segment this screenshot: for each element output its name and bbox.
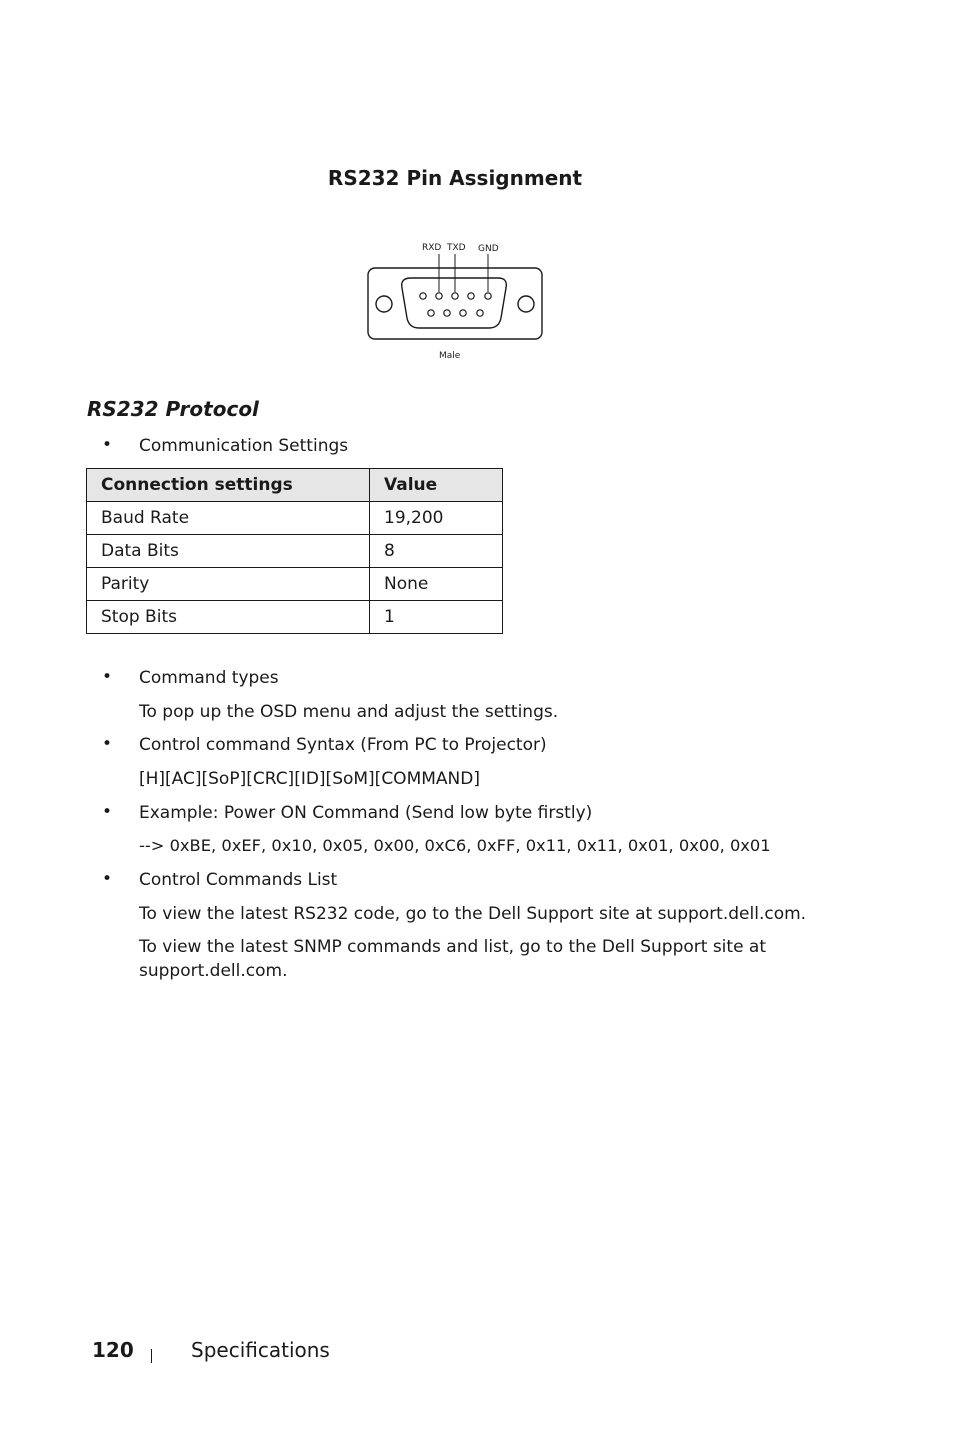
table-cell-setting: Stop Bits [87, 601, 370, 634]
bullet-dot: • [102, 802, 113, 822]
bullet-example: Example: Power ON Command (Send low byte firstly) [139, 803, 593, 823]
pin-label-gnd: GND [478, 244, 499, 254]
table-cell-value: 8 [370, 535, 503, 568]
pin-2 [436, 293, 442, 299]
pin-label-txd: TXD [447, 243, 466, 253]
bullet-dot: • [102, 435, 113, 455]
mounting-hole-left [376, 296, 392, 312]
table-row [87, 568, 503, 601]
table-row [87, 502, 503, 535]
pin-6 [428, 310, 434, 316]
footer-divider [151, 1349, 152, 1363]
table-cell-setting: Data Bits [87, 535, 370, 568]
connector-caption: Male [439, 351, 461, 361]
page-number: 120 [92, 1338, 134, 1362]
snmp-commands-note: To view the latest SNMP commands and list, go to the Dell Support site at support.dell.com. [139, 937, 767, 981]
connector-d-shell [402, 278, 507, 328]
pin-5 [485, 293, 491, 299]
table-cell-setting: Baud Rate [87, 502, 370, 535]
pin-8 [460, 310, 466, 316]
table-cell-value: 19,200 [370, 502, 503, 535]
table-cell-value: 1 [370, 601, 503, 634]
pin-1 [420, 293, 426, 299]
command-types-description: To pop up the OSD menu and adjust the settings. [139, 702, 559, 722]
bullet-command-types: Command types [139, 668, 279, 688]
page-title: RS232 Pin Assignment [327, 166, 583, 190]
rs232-code-note: To view the latest RS232 code, go to the Dell Support site at support.dell.com. [139, 904, 807, 924]
protocol-heading: RS232 Protocol [87, 397, 259, 421]
bullet-control-commands-list: Control Commands List [139, 870, 338, 890]
table-header-value: Value [370, 469, 503, 502]
table-header-setting: Connection settings [87, 469, 370, 502]
table-row [87, 535, 503, 568]
table-cell-value: None [370, 568, 503, 601]
footer-section-label: Specifications [191, 1338, 330, 1362]
bullet-command-syntax: Control command Syntax (From PC to Projector) [139, 735, 547, 755]
bullet-dot: • [102, 734, 113, 754]
pin-9 [477, 310, 483, 316]
pin-label-rxd: RXD [422, 243, 442, 253]
mounting-hole-right [518, 296, 534, 312]
bullet-dot: • [102, 869, 113, 889]
table-header-row [87, 469, 503, 502]
bullet-dot: • [102, 667, 113, 687]
db9-connector-diagram [362, 236, 548, 366]
pin-7 [444, 310, 450, 316]
connection-settings-table [86, 468, 503, 634]
table-cell-setting: Parity [87, 568, 370, 601]
example-command-bytes: --> 0xBE, 0xEF, 0x10, 0x05, 0x00, 0xC6, 0xFF, 0x11, 0x11, 0x01, 0x00, 0x01 [139, 836, 771, 855]
command-syntax-value: [H][AC][SoP][CRC][ID][SoM][COMMAND] [139, 769, 480, 789]
pin-4 [468, 293, 474, 299]
pin-3 [452, 293, 458, 299]
bullet-communication-settings: Communication Settings [139, 436, 349, 456]
table-row [87, 601, 503, 634]
